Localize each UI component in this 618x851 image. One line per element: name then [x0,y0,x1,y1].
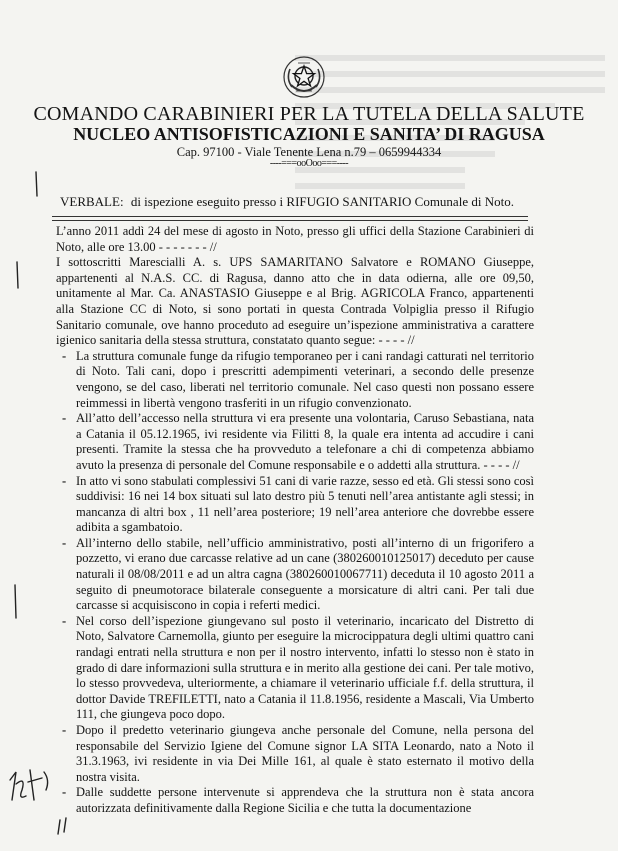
list-item: - All’atto dell’accesso nella struttura vi era presente una volontaria, Caruso Sebastiana, nata a Catania il 05.12.1965, ivi residente via Filitti 8, la quale era intenta ad accudire i cani presenti. Tramite la stessa che ha provveduto a telefonare a chi di competenza abbiamo avuto la presenza di personale del Comune responsabile e o addetti alla struttura. - - - - // [56,411,534,473]
list-item: - Dopo il predetto veterinario giungeva anche personale del Comune, nella persona del responsabile del Servizio Igiene del Comune signor LA SITA Leonardo, nato a Noto il 31.3.1963, ivi residente in via Dei Mille 161, al quale è stato esternato il motivo della nostra visita. [56,723,534,785]
header-address: Cap. 97100 - Viale Tenente Lena n.79 – 0659944334 [176,145,442,159]
list-item: - Dalle suddette persone intervenute si apprendeva che la struttura non è stata ancora autorizzata definitivamente dalla Regione Sicilia e che tutta la documentazione [56,785,534,816]
paragraph-date: L’anno 2011 addì 24 del mese di agosto in Noto, presso gli uffici della Stazione Carabinieri di Noto, alle ore 13.00 - - - - - - - // [56,224,534,254]
list-item: - In atto vi sono stabulati complessivi 51 cani di varie razze, sesso ed età. Gli stessi sono così suddivisi: 16 nei 14 box situati sul lato destro più 5 tenuti nell’area antistante agli stessi; in mancanza di altri box , 11 nell’area posteriore; 19 nell’area anteriore che dovrebbe essere adibita a sgambatoio. [56,474,534,536]
list-item: - La struttura comunale funge da rifugio temporaneo per i cani randagi catturati nel territorio di Noto. Tali cani, dopo i prescritti adempimenti veterinari, a secondo delle presenze vengono, se del caso, liberati nel territorio comunale. Nel caso questi non possano essere reimmessi in libertà vengono trasferiti in un rifugio convenzionato. [56,349,534,411]
verbale-text: di ispezione eseguito presso i RIFUGIO SANITARIO Comunale di Noto. [130,194,514,209]
header-title-line1: COMANDO CARABINIERI PER LA TUTELA DELLA SALUTE [33,103,585,125]
verbale-label: VERBALE: [60,194,124,209]
paragraph-officers: I sottoscritti Marescialli A. s. UPS SAMARITANO Salvatore e ROMANO Giuseppe, appartenenti al N.A.S. CC. di Ragusa, danno atto che in data odierna, alle ore 09,50, unitamente al Mar. Ca. ANASTASIO Giuseppe e al Brig. AGRICOLA Franco, appartenenti alla Stazione CC di Noto, si sono portati in questa Contrada Volpiglia presso il Rifugio Sanitario comunale, ove hanno proceduto ad eseguire un’ispezione amministrativa a carattere igienico sanitaria della stessa struttura, constatato quanto segue: - - - - // [56,255,534,348]
list-item: - All’interno dello stabile, nell’ufficio amministrativo, posti all’interno di un frigorifero a pozzetto, vi erano due carcasse relative ad un cane (380260010125017) deceduto per cause naturali il 08/08/2011 e ad un altra cagna (380260010067711) deceduta il 10 agosto 2011 a seguito di pneumotorace bilaterale conseguente a morsicature di altri cani. Per tali due carcasse si acquisiscono in copia i referti medici. [56,536,534,614]
list-item: - Nel corso dell’ispezione giungevano sul posto il veterinario, incaricato del Distretto di Noto, Salvatore Carnemolla, giunto per eseguire la microcippatura degli ultimi quattro cani randagi entrati nella struttura e non per il nostro intervento, infatti lo stesso non è stato in grado di dare informazioni sulla struttura e in merito alla gestione dei cani. Per tale motivo, lo stesso provvedeva, ulteriormente, a chiamare il veterinario ufficiale f.f. della struttura, il dottor Davide TREFILETTI, nato a Catania il 11.8.1956, residente a Mascali, Via Umberto 111, che giungeva poco dopo. [56,614,534,723]
header-ornament: ----===ooOoo===---- [269,158,349,169]
header-title-line2: NUCLEO ANTISOFISTICAZIONI E SANITA’ DI RAGUSA [73,124,545,144]
